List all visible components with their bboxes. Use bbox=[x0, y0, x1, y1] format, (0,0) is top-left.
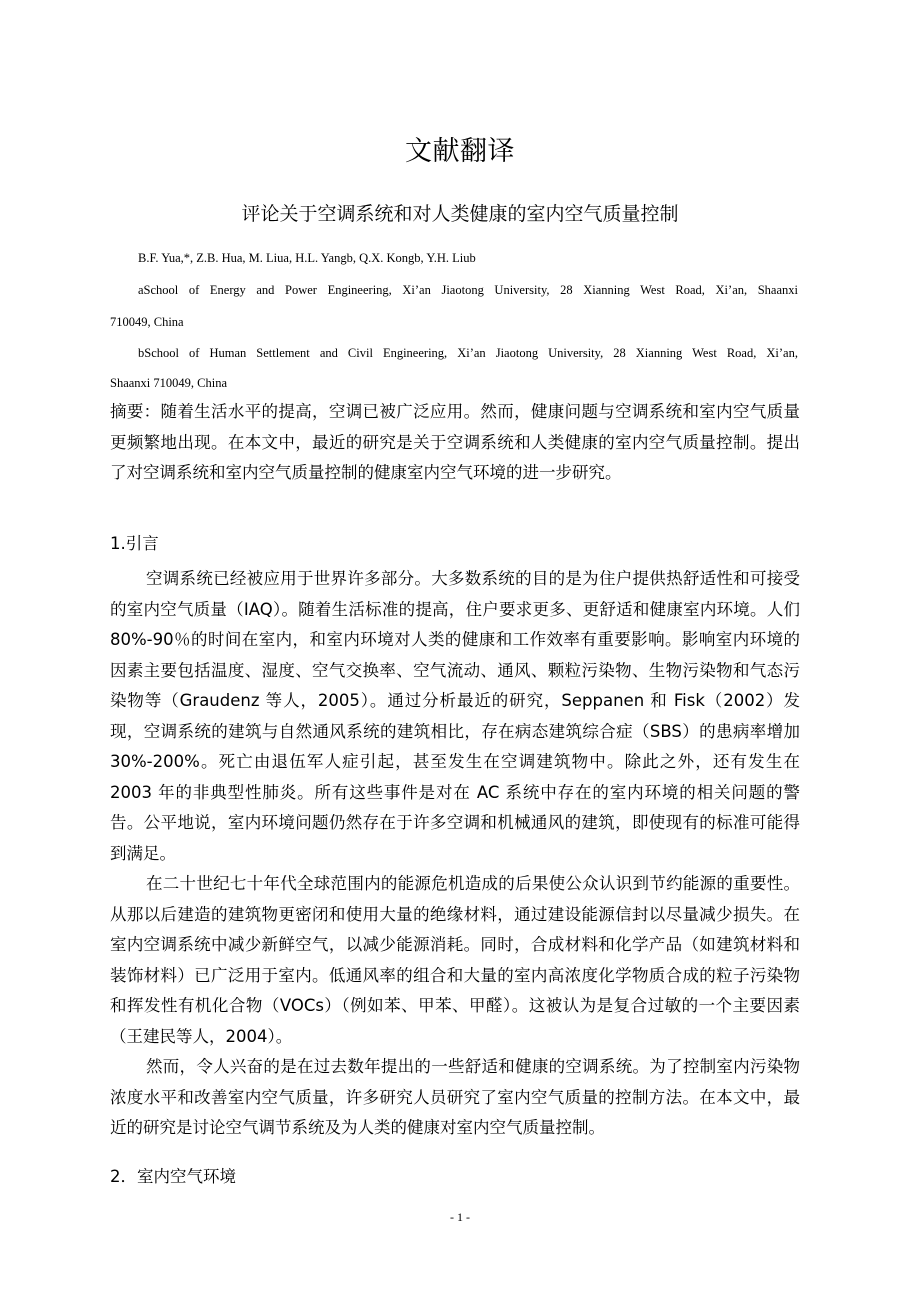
paragraph: 空调系统已经被应用于世界许多部分。大多数系统的目的是为住户提供热舒适性和可接受的室内空气质量（IAQ）。随着生活标准的提高，住户要求更多、更舒适和健康室内环境。人们 80%-90％的时间在室内，和室内环境对人类的健康和工作效率有重要影响。影响室内环境的因素主要包括温度、湿度、空气交换率、空气流动、通风、颗粒污染物、生物污染物和气态污染物等（Graudenz 等人，2005）。通过分析最近的研究，Seppanen 和 Fisk（2002）发现，空调系统的建筑与自然通风系统的建筑相比，存在病态建筑综合症（SBS）的患病率增加 30%-200%。死亡由退伍军人症引起，甚至发生在空调建筑物中。除此之外，还有发生在 2003 年的非典型性肺炎。所有这些事件是对在 AC 系统中存在的室内环境的相关问题的警告。公平地说，室内环境问题仍然存在于许多空调和机械通风的建筑，即使现有的标准可能得到满足。 bbox=[110, 569, 800, 863]
author-list: B.F. Yua,*, Z.B. Hua, M. Liua, H.L. Yangb, Q.X. Kongb, Y.H. Liub bbox=[138, 251, 476, 265]
paragraph: 在二十世纪七十年代全球范围内的能源危机造成的后果使公众认识到节约能源的重要性。从那以后建造的建筑物更密闭和使用大量的绝缘材料，通过建设能源信封以尽量减少损失。在室内空调系统中减少新鲜空气，以减少能源消耗。同时，合成材料和化学产品（如建筑材料和装饰材料）已广泛用于室内。低通风率的组合和大量的室内高浓度化学物质合成的粒子污染物和挥发性有机化合物（VOCs）（例如苯、甲苯、甲醛）。这被认为是复合过敏的一个主要因素（王建民等人，2004）。 bbox=[110, 874, 800, 1046]
affiliation-b: bSchool of Human Settlement and Civil Engineering, Xi’an Jiaotong University, 28 Xianning West Road, Xi’an, bbox=[138, 346, 798, 360]
document-title: 文献翻译 bbox=[405, 136, 515, 167]
paper-title: 评论关于空调系统和对人类健康的室内空气质量控制 bbox=[241, 203, 679, 225]
section-heading-indoor-air: 2．室内空气环境 bbox=[110, 1167, 236, 1186]
affiliation-a-continued: 710049, China bbox=[110, 315, 184, 329]
abstract: 摘要：随着生活水平的提高，空调已被广泛应用。然而，健康问题与空调系统和室内空气质量更频繁地出现。在本文中，最近的研究是关于空调系统和人类健康的室内空气质量控制。提出了对空调系统和室内空气质量控制的健康室内空气环境的进一步研究。 bbox=[110, 402, 800, 482]
introduction-body bbox=[110, 564, 800, 1144]
paragraph: 然而，令人兴奋的是在过去数年提出的一些舒适和健康的空调系统。为了控制室内污染物浓度水平和改善室内空气质量，许多研究人员研究了室内空气质量的控制方法。在本文中，最近的研究是讨论空气调节系统及为人类的健康对室内空气质量控制。 bbox=[110, 1057, 800, 1137]
page-number: - 1 - bbox=[450, 1210, 470, 1224]
affiliation-a: aSchool of Energy and Power Engineering, Xi’an Jiaotong University, 28 Xianning West Road, Xi’an, Shaanxi bbox=[138, 283, 798, 297]
section-heading-introduction: 1.引言 bbox=[110, 534, 159, 553]
affiliation-b-continued: Shaanxi 710049, China bbox=[110, 376, 228, 390]
